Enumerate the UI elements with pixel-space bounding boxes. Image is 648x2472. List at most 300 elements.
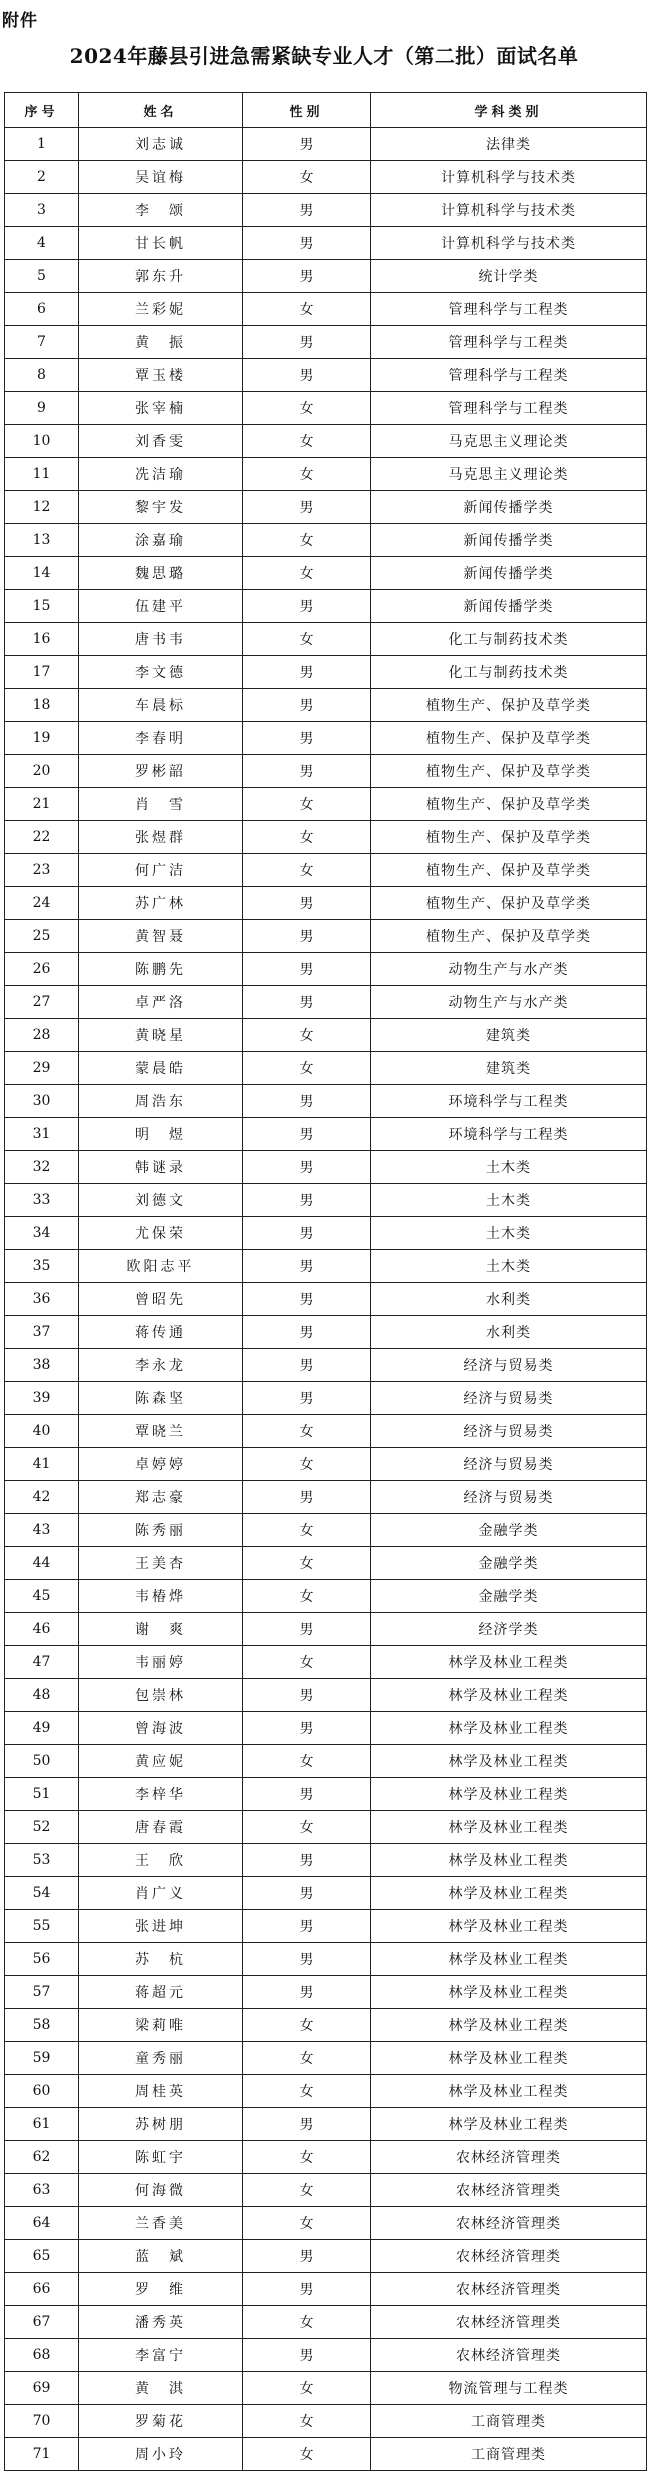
gender-cell: 女 — [243, 1745, 371, 1778]
table-body — [5, 128, 647, 2471]
serial-number-cell: 50 — [5, 1745, 79, 1778]
discipline-cell: 林学及林业工程类 — [371, 1877, 647, 1910]
header-gender: 性别 — [243, 93, 371, 128]
gender-cell: 女 — [243, 1448, 371, 1481]
table-row — [5, 1283, 647, 1316]
serial-number-cell: 9 — [5, 392, 79, 425]
name-cell: 郑志豪 — [79, 1481, 243, 1514]
gender-cell: 男 — [243, 1481, 371, 1514]
discipline-cell: 经济与贸易类 — [371, 1481, 647, 1514]
name-cell: 伍建平 — [79, 590, 243, 623]
name-cell: 蒋超元 — [79, 1976, 243, 2009]
discipline-cell: 植物生产、保护及草学类 — [371, 920, 647, 953]
name-cell: 吴谊梅 — [79, 161, 243, 194]
serial-number-cell: 54 — [5, 1877, 79, 1910]
name-cell: 黎宇发 — [79, 491, 243, 524]
table-row — [5, 227, 647, 260]
gender-cell: 男 — [243, 722, 371, 755]
table-row — [5, 887, 647, 920]
serial-number-cell: 23 — [5, 854, 79, 887]
table-row — [5, 656, 647, 689]
name-cell: 谢 爽 — [79, 1613, 243, 1646]
discipline-cell: 管理科学与工程类 — [371, 392, 647, 425]
discipline-cell: 土木类 — [371, 1151, 647, 1184]
name-cell: 陈虹宇 — [79, 2141, 243, 2174]
discipline-cell: 农林经济管理类 — [371, 2339, 647, 2372]
name-cell: 梁莉唯 — [79, 2009, 243, 2042]
serial-number-cell: 27 — [5, 986, 79, 1019]
table-row — [5, 194, 647, 227]
serial-number-cell: 26 — [5, 953, 79, 986]
gender-cell: 女 — [243, 1580, 371, 1613]
table-row — [5, 788, 647, 821]
gender-cell: 男 — [243, 1151, 371, 1184]
discipline-cell: 植物生产、保护及草学类 — [371, 788, 647, 821]
serial-number-cell: 69 — [5, 2372, 79, 2405]
gender-cell: 男 — [243, 1844, 371, 1877]
table-row — [5, 623, 647, 656]
table-row — [5, 425, 647, 458]
discipline-cell: 工商管理类 — [371, 2405, 647, 2438]
name-cell: 黄应妮 — [79, 1745, 243, 1778]
name-cell: 蓝 斌 — [79, 2240, 243, 2273]
name-cell: 唐书韦 — [79, 623, 243, 656]
discipline-cell: 林学及林业工程类 — [371, 2108, 647, 2141]
discipline-cell: 农林经济管理类 — [371, 2306, 647, 2339]
discipline-cell: 环境科学与工程类 — [371, 1085, 647, 1118]
serial-number-cell: 49 — [5, 1712, 79, 1745]
gender-cell: 女 — [243, 1646, 371, 1679]
name-cell: 罗彬韶 — [79, 755, 243, 788]
table-row — [5, 1976, 647, 2009]
name-cell: 刘德文 — [79, 1184, 243, 1217]
gender-cell: 女 — [243, 293, 371, 326]
name-cell: 肖 雪 — [79, 788, 243, 821]
table-row — [5, 2273, 647, 2306]
gender-cell: 男 — [243, 1184, 371, 1217]
gender-cell: 女 — [243, 854, 371, 887]
serial-number-cell: 3 — [5, 194, 79, 227]
table-row — [5, 755, 647, 788]
discipline-cell: 林学及林业工程类 — [371, 1646, 647, 1679]
gender-cell: 女 — [243, 821, 371, 854]
header-name: 姓名 — [79, 93, 243, 128]
gender-cell: 男 — [243, 1118, 371, 1151]
gender-cell: 男 — [243, 2339, 371, 2372]
discipline-cell: 林学及林业工程类 — [371, 1712, 647, 1745]
gender-cell: 男 — [243, 656, 371, 689]
serial-number-cell: 58 — [5, 2009, 79, 2042]
name-cell: 郭东升 — [79, 260, 243, 293]
serial-number-cell: 44 — [5, 1547, 79, 1580]
gender-cell: 男 — [243, 2273, 371, 2306]
discipline-cell: 物流管理与工程类 — [371, 2372, 647, 2405]
table-row — [5, 1118, 647, 1151]
gender-cell: 男 — [243, 1382, 371, 1415]
serial-number-cell: 59 — [5, 2042, 79, 2075]
serial-number-cell: 64 — [5, 2207, 79, 2240]
gender-cell: 男 — [243, 590, 371, 623]
table-row — [5, 1250, 647, 1283]
table-row — [5, 2174, 647, 2207]
serial-number-cell: 57 — [5, 1976, 79, 2009]
serial-number-cell: 31 — [5, 1118, 79, 1151]
discipline-cell: 林学及林业工程类 — [371, 2009, 647, 2042]
name-cell: 肖广义 — [79, 1877, 243, 1910]
table-row — [5, 392, 647, 425]
serial-number-cell: 14 — [5, 557, 79, 590]
serial-number-cell: 62 — [5, 2141, 79, 2174]
serial-number-cell: 35 — [5, 1250, 79, 1283]
table-row — [5, 2438, 647, 2471]
gender-cell: 女 — [243, 2306, 371, 2339]
name-cell: 卓婷婷 — [79, 1448, 243, 1481]
gender-cell: 男 — [243, 1712, 371, 1745]
serial-number-cell: 40 — [5, 1415, 79, 1448]
gender-cell: 男 — [243, 359, 371, 392]
gender-cell: 男 — [243, 1679, 371, 1712]
table-row — [5, 1646, 647, 1679]
gender-cell: 男 — [243, 689, 371, 722]
table-row — [5, 986, 647, 1019]
serial-number-cell: 68 — [5, 2339, 79, 2372]
serial-number-cell: 18 — [5, 689, 79, 722]
serial-number-cell: 63 — [5, 2174, 79, 2207]
discipline-cell: 新闻传播学类 — [371, 557, 647, 590]
serial-number-cell: 32 — [5, 1151, 79, 1184]
discipline-cell: 管理科学与工程类 — [371, 326, 647, 359]
name-cell: 陈秀丽 — [79, 1514, 243, 1547]
serial-number-cell: 12 — [5, 491, 79, 524]
name-cell: 周浩东 — [79, 1085, 243, 1118]
discipline-cell: 新闻传播学类 — [371, 590, 647, 623]
name-cell: 涂嘉瑜 — [79, 524, 243, 557]
discipline-cell: 金融学类 — [371, 1580, 647, 1613]
serial-number-cell: 36 — [5, 1283, 79, 1316]
discipline-cell: 植物生产、保护及草学类 — [371, 755, 647, 788]
discipline-cell: 农林经济管理类 — [371, 2240, 647, 2273]
gender-cell: 女 — [243, 2405, 371, 2438]
discipline-cell: 计算机科学与技术类 — [371, 161, 647, 194]
discipline-cell: 统计学类 — [371, 260, 647, 293]
name-cell: 苏树朋 — [79, 2108, 243, 2141]
name-cell: 陈鹏先 — [79, 953, 243, 986]
name-cell: 李永龙 — [79, 1349, 243, 1382]
discipline-cell: 计算机科学与技术类 — [371, 227, 647, 260]
gender-cell: 男 — [243, 1943, 371, 1976]
table-row — [5, 590, 647, 623]
name-cell: 周小玲 — [79, 2438, 243, 2471]
table-row — [5, 1712, 647, 1745]
gender-cell: 女 — [243, 1811, 371, 1844]
name-cell: 苏广林 — [79, 887, 243, 920]
name-cell: 蒙晨皓 — [79, 1052, 243, 1085]
table-row — [5, 260, 647, 293]
gender-cell: 女 — [243, 2141, 371, 2174]
table-row — [5, 1943, 647, 1976]
serial-number-cell: 55 — [5, 1910, 79, 1943]
gender-cell: 女 — [243, 2042, 371, 2075]
table-header-row — [5, 93, 647, 128]
gender-cell: 男 — [243, 1316, 371, 1349]
table-row — [5, 2405, 647, 2438]
table-row — [5, 2009, 647, 2042]
name-cell: 冼洁瑜 — [79, 458, 243, 491]
table-row — [5, 2372, 647, 2405]
discipline-cell: 植物生产、保护及草学类 — [371, 689, 647, 722]
gender-cell: 男 — [243, 1283, 371, 1316]
serial-number-cell: 70 — [5, 2405, 79, 2438]
gender-cell: 女 — [243, 425, 371, 458]
gender-cell: 男 — [243, 1976, 371, 2009]
serial-number-cell: 52 — [5, 1811, 79, 1844]
discipline-cell: 经济与贸易类 — [371, 1349, 647, 1382]
header-discipline: 学科类别 — [371, 93, 647, 128]
serial-number-cell: 21 — [5, 788, 79, 821]
gender-cell: 男 — [243, 1085, 371, 1118]
name-cell: 曾海波 — [79, 1712, 243, 1745]
serial-number-cell: 42 — [5, 1481, 79, 1514]
name-cell: 韦丽婷 — [79, 1646, 243, 1679]
discipline-cell: 化工与制药技术类 — [371, 623, 647, 656]
discipline-cell: 水利类 — [371, 1316, 647, 1349]
name-cell: 王 欣 — [79, 1844, 243, 1877]
name-cell: 明 煜 — [79, 1118, 243, 1151]
serial-number-cell: 46 — [5, 1613, 79, 1646]
serial-number-cell: 43 — [5, 1514, 79, 1547]
discipline-cell: 水利类 — [371, 1283, 647, 1316]
discipline-cell: 经济学类 — [371, 1613, 647, 1646]
serial-number-cell: 6 — [5, 293, 79, 326]
discipline-cell: 马克思主义理论类 — [371, 458, 647, 491]
table-row — [5, 1877, 647, 1910]
name-cell: 潘秀英 — [79, 2306, 243, 2339]
table-row — [5, 1151, 647, 1184]
header-serial-number: 序号 — [5, 93, 79, 128]
name-cell: 甘长帆 — [79, 227, 243, 260]
serial-number-cell: 47 — [5, 1646, 79, 1679]
discipline-cell: 林学及林业工程类 — [371, 1679, 647, 1712]
discipline-cell: 植物生产、保护及草学类 — [371, 821, 647, 854]
gender-cell: 男 — [243, 1910, 371, 1943]
page-title: 2024年藤县引进急需紧缺专业人才（第二批）面试名单 — [69, 44, 579, 68]
serial-number-cell: 29 — [5, 1052, 79, 1085]
discipline-cell: 土木类 — [371, 1250, 647, 1283]
discipline-cell: 农林经济管理类 — [371, 2141, 647, 2174]
discipline-cell: 土木类 — [371, 1217, 647, 1250]
discipline-cell: 计算机科学与技术类 — [371, 194, 647, 227]
discipline-cell: 土木类 — [371, 1184, 647, 1217]
table-row — [5, 953, 647, 986]
name-cell: 车晨标 — [79, 689, 243, 722]
serial-number-cell: 30 — [5, 1085, 79, 1118]
table-row — [5, 524, 647, 557]
name-cell: 韩谜录 — [79, 1151, 243, 1184]
discipline-cell: 金融学类 — [371, 1547, 647, 1580]
discipline-cell: 法律类 — [371, 128, 647, 161]
interview-list-table — [4, 92, 647, 2471]
name-cell: 黄 淇 — [79, 2372, 243, 2405]
serial-number-cell: 67 — [5, 2306, 79, 2339]
gender-cell: 女 — [243, 2372, 371, 2405]
discipline-cell: 农林经济管理类 — [371, 2207, 647, 2240]
attachment-label: 附件 — [2, 11, 38, 31]
serial-number-cell: 13 — [5, 524, 79, 557]
name-cell: 李 颂 — [79, 194, 243, 227]
gender-cell: 男 — [243, 755, 371, 788]
discipline-cell: 林学及林业工程类 — [371, 2042, 647, 2075]
serial-number-cell: 33 — [5, 1184, 79, 1217]
serial-number-cell: 25 — [5, 920, 79, 953]
discipline-cell: 林学及林业工程类 — [371, 1976, 647, 2009]
table-row — [5, 2240, 647, 2273]
serial-number-cell: 4 — [5, 227, 79, 260]
table-row — [5, 1778, 647, 1811]
gender-cell: 女 — [243, 1514, 371, 1547]
gender-cell: 男 — [243, 1613, 371, 1646]
table-row — [5, 920, 647, 953]
discipline-cell: 工商管理类 — [371, 2438, 647, 2471]
table-row — [5, 1745, 647, 1778]
serial-number-cell: 17 — [5, 656, 79, 689]
gender-cell: 女 — [243, 1415, 371, 1448]
serial-number-cell: 28 — [5, 1019, 79, 1052]
name-cell: 张进坤 — [79, 1910, 243, 1943]
gender-cell: 女 — [243, 524, 371, 557]
name-cell: 蒋传通 — [79, 1316, 243, 1349]
table-row — [5, 1613, 647, 1646]
table-row — [5, 161, 647, 194]
table-row — [5, 1514, 647, 1547]
table-row — [5, 1316, 647, 1349]
name-cell: 包崇林 — [79, 1679, 243, 1712]
serial-number-cell: 7 — [5, 326, 79, 359]
table-row — [5, 1448, 647, 1481]
discipline-cell: 管理科学与工程类 — [371, 293, 647, 326]
discipline-cell: 新闻传播学类 — [371, 524, 647, 557]
discipline-cell: 金融学类 — [371, 1514, 647, 1547]
name-cell: 卓严洛 — [79, 986, 243, 1019]
name-cell: 黄智聂 — [79, 920, 243, 953]
gender-cell: 女 — [243, 557, 371, 590]
name-cell: 张煜群 — [79, 821, 243, 854]
serial-number-cell: 19 — [5, 722, 79, 755]
gender-cell: 男 — [243, 920, 371, 953]
gender-cell: 女 — [243, 458, 371, 491]
discipline-cell: 植物生产、保护及草学类 — [371, 887, 647, 920]
gender-cell: 男 — [243, 326, 371, 359]
name-cell: 刘香雯 — [79, 425, 243, 458]
name-cell: 李春明 — [79, 722, 243, 755]
discipline-cell: 动物生产与水产类 — [371, 953, 647, 986]
table-row — [5, 1349, 647, 1382]
name-cell: 黄晓星 — [79, 1019, 243, 1052]
name-cell: 李文德 — [79, 656, 243, 689]
discipline-cell: 建筑类 — [371, 1052, 647, 1085]
table-row — [5, 1052, 647, 1085]
name-cell: 罗菊花 — [79, 2405, 243, 2438]
serial-number-cell: 65 — [5, 2240, 79, 2273]
table-row — [5, 491, 647, 524]
name-cell: 李富宁 — [79, 2339, 243, 2372]
serial-number-cell: 22 — [5, 821, 79, 854]
table-row — [5, 293, 647, 326]
gender-cell: 女 — [243, 1019, 371, 1052]
gender-cell: 女 — [243, 392, 371, 425]
serial-number-cell: 48 — [5, 1679, 79, 1712]
discipline-cell: 农林经济管理类 — [371, 2273, 647, 2306]
name-cell: 何海微 — [79, 2174, 243, 2207]
name-cell: 张宰楠 — [79, 392, 243, 425]
name-cell: 罗 维 — [79, 2273, 243, 2306]
gender-cell: 男 — [243, 887, 371, 920]
serial-number-cell: 11 — [5, 458, 79, 491]
gender-cell: 女 — [243, 788, 371, 821]
table-row — [5, 2141, 647, 2174]
name-cell: 兰彩妮 — [79, 293, 243, 326]
gender-cell: 女 — [243, 2207, 371, 2240]
table-row — [5, 359, 647, 392]
table-row — [5, 1085, 647, 1118]
table-row — [5, 1382, 647, 1415]
serial-number-cell: 1 — [5, 128, 79, 161]
serial-number-cell: 10 — [5, 425, 79, 458]
serial-number-cell: 38 — [5, 1349, 79, 1382]
gender-cell: 男 — [243, 491, 371, 524]
table-row — [5, 821, 647, 854]
gender-cell: 男 — [243, 2240, 371, 2273]
name-cell: 覃晓兰 — [79, 1415, 243, 1448]
name-cell: 韦椿烨 — [79, 1580, 243, 1613]
discipline-cell: 经济与贸易类 — [371, 1382, 647, 1415]
discipline-cell: 马克思主义理论类 — [371, 425, 647, 458]
gender-cell: 女 — [243, 623, 371, 656]
gender-cell: 女 — [243, 2438, 371, 2471]
discipline-cell: 经济与贸易类 — [371, 1448, 647, 1481]
serial-number-cell: 34 — [5, 1217, 79, 1250]
table-row — [5, 1415, 647, 1448]
name-cell: 李梓华 — [79, 1778, 243, 1811]
discipline-cell: 林学及林业工程类 — [371, 2075, 647, 2108]
name-cell: 刘志诚 — [79, 128, 243, 161]
gender-cell: 男 — [243, 953, 371, 986]
serial-number-cell: 41 — [5, 1448, 79, 1481]
table-row — [5, 689, 647, 722]
discipline-cell: 林学及林业工程类 — [371, 1844, 647, 1877]
table-row — [5, 1910, 647, 1943]
table-row — [5, 557, 647, 590]
serial-number-cell: 60 — [5, 2075, 79, 2108]
table-row — [5, 458, 647, 491]
gender-cell: 男 — [243, 2108, 371, 2141]
discipline-cell: 农林经济管理类 — [371, 2174, 647, 2207]
table-row — [5, 1217, 647, 1250]
table-row — [5, 1184, 647, 1217]
serial-number-cell: 37 — [5, 1316, 79, 1349]
gender-cell: 女 — [243, 1052, 371, 1085]
serial-number-cell: 20 — [5, 755, 79, 788]
discipline-cell: 林学及林业工程类 — [371, 1943, 647, 1976]
discipline-cell: 动物生产与水产类 — [371, 986, 647, 1019]
gender-cell: 男 — [243, 260, 371, 293]
gender-cell: 女 — [243, 1547, 371, 1580]
gender-cell: 女 — [243, 2075, 371, 2108]
gender-cell: 女 — [243, 2009, 371, 2042]
name-cell: 尤保荣 — [79, 1217, 243, 1250]
table-row — [5, 854, 647, 887]
name-cell: 魏思璐 — [79, 557, 243, 590]
gender-cell: 男 — [243, 1349, 371, 1382]
